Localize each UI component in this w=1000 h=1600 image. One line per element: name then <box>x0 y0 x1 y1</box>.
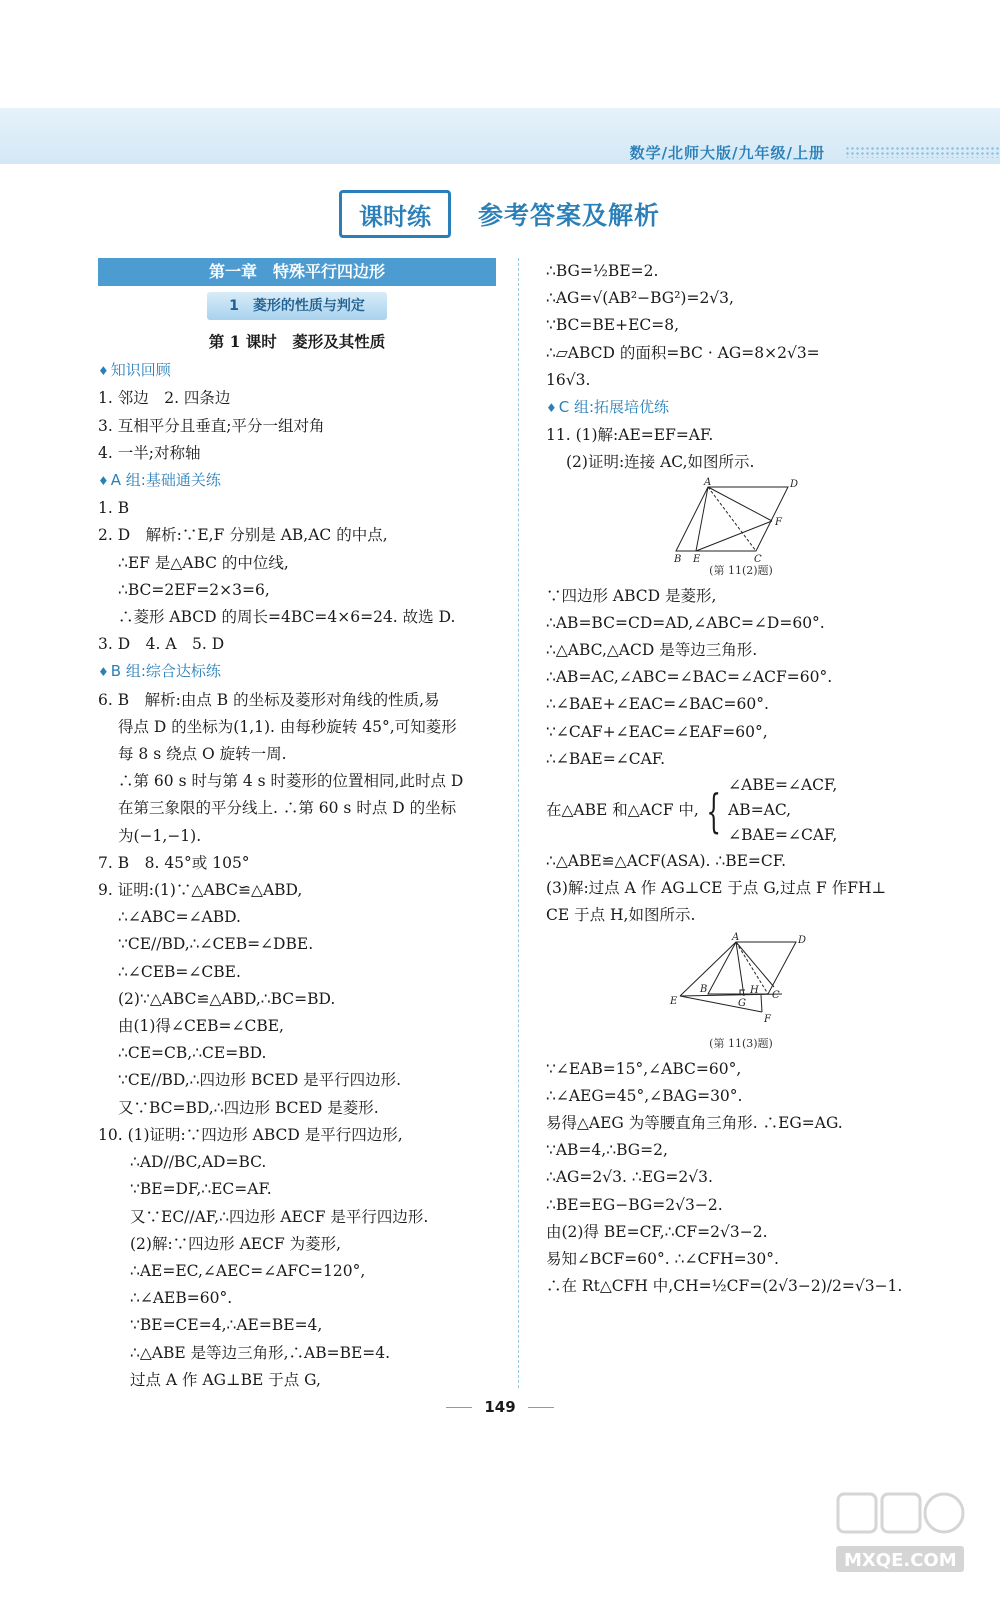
column-divider <box>518 258 519 1388</box>
subsection-heading: ♦ 知识回顾 <box>98 357 496 385</box>
answer-line: CE 于点 H,如图所示. <box>546 906 696 925</box>
answer-line: 9. 证明:(1)∵△ABC≌△ABD, <box>98 881 303 900</box>
chapter-banner: 第一章 特殊平行四边形 <box>98 258 496 286</box>
answer-line: 为(−1,−1). <box>118 826 202 845</box>
lesson-title: 第 1 课时 菱形及其性质 <box>208 332 386 351</box>
system-line: ∠ABE=∠ACF, <box>728 776 838 795</box>
answer-line: ∴菱形 ABCD 的周长=4BC=4×6=24. 故选 D. <box>118 608 456 627</box>
answer-line: 得点 D 的坐标为(1,1). 由每秒旋转 45°,可知菱形 <box>118 717 457 736</box>
fig1-label-d: D <box>790 478 799 490</box>
answer-line: 又∵EC//AF,∴四边形 AECF 是平行四边形. <box>130 1207 429 1226</box>
answer-line: ∴CE=CB,∴CE=BD. <box>118 1044 267 1063</box>
answer-line: ∴BC=2EF=2×3=6, <box>118 580 270 599</box>
fig2-label-g: G <box>738 997 746 1009</box>
figure-11-3-caption: (第 11(3)题) <box>709 1036 773 1050</box>
figure-11-3 <box>666 932 816 1036</box>
right-column <box>546 258 936 1300</box>
answer-line: ∵∠CAF+∠EAC=∠EAF=60°, <box>546 722 768 741</box>
answer-line: (2)∵△ABC≌△ABD,∴BC=BD. <box>118 989 336 1008</box>
answer-line: (2)证明:连接 AC,如图所示. <box>566 453 755 472</box>
left-answer-lines <box>98 357 496 1394</box>
page-number: 149 <box>0 1398 1000 1416</box>
answer-line: ∴第 60 s 时与第 4 s 时菱形的位置相同,此时点 D <box>118 772 464 791</box>
answer-line: ∴BG=½BE=2. <box>546 262 659 280</box>
answer-line: 易得△AEG 为等腰直角三角形. ∴EG=AG. <box>546 1114 843 1133</box>
answer-line: ∴AG=2√3. ∴EG=2√3. <box>546 1168 713 1187</box>
answer-line: ∵CE//BD,∴∠CEB=∠DBE. <box>118 935 314 954</box>
fig1-label-e: E <box>693 553 701 565</box>
right-answer-lines-d <box>546 1056 936 1301</box>
answer-line: ∴AB=AC,∠ABC=∠BAC=∠ACF=60°. <box>546 668 833 687</box>
answer-line: 每 8 s 绕点 O 旋转一周. <box>118 745 287 764</box>
fig2-label-f: F <box>764 1013 771 1025</box>
watermark-logo <box>830 1488 970 1580</box>
fig2-label-h: H <box>750 984 759 996</box>
answer-line: ∴△ABE≌△ACF(ASA). ∴BE=CF. <box>546 852 787 871</box>
fig1-label-a: A <box>704 476 712 488</box>
answer-line: 16√3. <box>546 370 591 389</box>
answer-line: 又∵BC=BD,∴四边形 BCED 是菱形. <box>118 1098 379 1117</box>
system-prefix: 在△ABE 和△ACF 中, <box>546 800 699 819</box>
answer-line: ∴∠AEG=45°,∠BAG=30°. <box>546 1086 743 1105</box>
right-answer-lines-c <box>546 848 936 930</box>
answer-line: (2)解:∵四边形 AECF 为菱形, <box>130 1234 342 1253</box>
answer-line: ∵AB=4,∴BG=2, <box>546 1141 668 1160</box>
brace: { <box>706 783 721 838</box>
answer-line: ∴AD//BC,AD=BC. <box>130 1153 267 1172</box>
figure-11-2-caption: (第 11(2)题) <box>709 563 773 577</box>
answer-line: ∵BE=CE=4,∴AE=BE=4, <box>130 1316 323 1335</box>
system-line: AB=AC, <box>728 801 792 820</box>
subsection-heading: ♦ A 组:基础通关练 <box>98 467 496 495</box>
answer-line: 1. 邻边 2. 四条边 <box>98 389 231 408</box>
answer-line: 3. 互相平分且垂直;平分一组对角 <box>98 416 325 435</box>
answer-line: 由(2)得 BE=CF,∴CF=2√3−2. <box>546 1222 768 1241</box>
fig1-label-c: C <box>754 553 762 565</box>
answer-line: 2. D 解析:∵E,F 分别是 AB,AC 的中点, <box>98 526 388 545</box>
answer-line: ∵CE//BD,∴四边形 BCED 是平行四边形. <box>118 1071 402 1090</box>
answer-line: ∵四边形 ABCD 是菱形, <box>546 586 717 605</box>
answer-line: ∴▱ABCD 的面积=BC · AG=8×2√3= <box>546 343 820 362</box>
answer-line: 由(1)得∠CEB=∠CBE, <box>118 1017 284 1036</box>
answer-line: ∴AB=BC=CD=AD,∠ABC=∠D=60°. <box>546 613 825 632</box>
subsection-heading: ♦ C 组:拓展培优练 <box>546 394 936 422</box>
answer-line: ∴∠BAE=∠CAF. <box>546 749 666 768</box>
fig2-label-e: E <box>670 995 678 1007</box>
answer-line: 6. B 解析:由点 B 的坐标及菱形对角线的性质,易 <box>98 690 440 709</box>
answer-line: 易知∠BCF=60°. ∴∠CFH=30°. <box>546 1250 779 1269</box>
answer-line: ∴AG=√(AB²−BG²)=2√3, <box>546 289 734 308</box>
left-column <box>98 258 496 1394</box>
page-title: 参考答案及解析 <box>478 201 661 230</box>
system-line: ∠BAE=∠CAF, <box>728 826 838 845</box>
answer-line: ∵∠EAB=15°,∠ABC=60°, <box>546 1059 742 1078</box>
answer-line: 4. 一半;对称轴 <box>98 443 201 462</box>
answer-line: ∴△ABE 是等边三角形,∴AB=BE=4. <box>130 1343 391 1362</box>
figure-11-2 <box>674 476 806 565</box>
answer-line: ∴∠BAE+∠EAC=∠BAC=60°. <box>546 695 769 714</box>
answer-line: ∴△ABC,△ACD 是等边三角形. <box>546 641 758 660</box>
answer-line: ∴在 Rt△CFH 中,CH=½CF=(2√3−2)/2=√3−1. <box>546 1277 903 1296</box>
answer-line: 7. B 8. 45°或 105° <box>98 853 250 872</box>
right-answer-lines-b <box>546 583 936 773</box>
subsection-heading: ♦ B 组:综合达标练 <box>98 658 496 686</box>
header-breadcrumb: 数学/北师大版/九年级/上册 <box>629 144 825 162</box>
answer-line: ∴BE=EG−BG=2√3−2. <box>546 1195 723 1214</box>
congruence-system <box>546 773 936 848</box>
fig2-label-d: D <box>798 934 807 946</box>
answer-line: 3. D 4. A 5. D <box>98 635 225 654</box>
answer-line: ∵BC=BE+EC=8, <box>546 316 680 335</box>
section-banner: 1 菱形的性质与判定 <box>207 292 387 320</box>
answer-line: 在第三象限的平分线上. ∴第 60 s 时点 D 的坐标 <box>118 799 457 818</box>
fig2-label-b: B <box>700 983 708 995</box>
answer-line: ∴∠CEB=∠CBE. <box>118 962 241 981</box>
answer-line: 10. (1)证明:∵四边形 ABCD 是平行四边形, <box>98 1125 403 1144</box>
answer-line: ∵BE=DF,∴EC=AF. <box>130 1180 272 1199</box>
answer-line: 1. B <box>98 499 130 518</box>
fig2-label-c: C <box>772 989 780 1001</box>
svg-text:MXQE.COM: MXQE.COM <box>844 1550 957 1571</box>
answer-line: 过点 A 作 AG⊥BE 于点 G, <box>130 1370 321 1389</box>
title-boxed-label: 课时练 <box>339 190 451 238</box>
header-dot-pattern <box>845 146 1000 158</box>
answer-line: ∴∠AEB=60°. <box>130 1289 233 1308</box>
answer-line: ∴∠ABC=∠ABD. <box>118 908 241 927</box>
answer-line: ∴AE=EC,∠AEC=∠AFC=120°, <box>130 1261 366 1280</box>
right-answer-lines-a <box>546 258 936 477</box>
fig2-label-a: A <box>732 931 740 943</box>
fig1-label-b: B <box>674 553 682 565</box>
fig1-label-f: F <box>775 516 782 528</box>
answer-line: 11. (1)解:AE=EF=AF. <box>546 426 714 445</box>
answer-line: (3)解:过点 A 作 AG⊥CE 于点 G,过点 F 作FH⊥ <box>546 879 887 898</box>
answer-line: ∴EF 是△ABC 的中位线, <box>118 553 289 572</box>
